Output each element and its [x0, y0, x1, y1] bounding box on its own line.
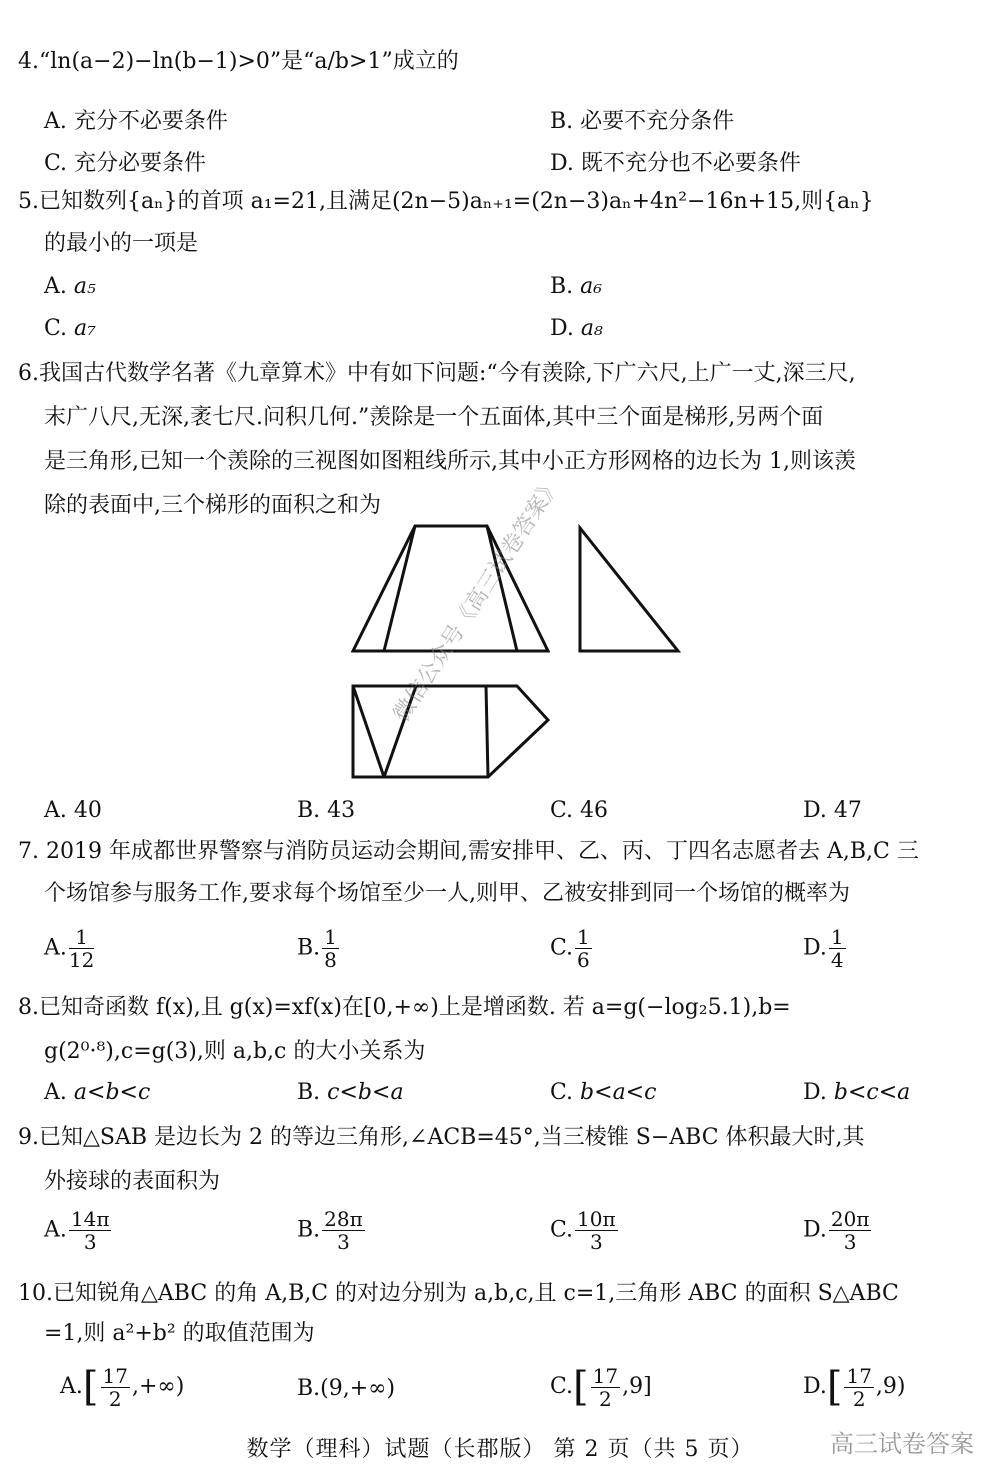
q7-option-b[interactable]: B. $\frac{1}{8}$	[297, 925, 337, 972]
q10-stem-line1: 10.已知锐角△ABC 的角 A,B,C 的对边分别为 a,b,c,且 c=1,三角形 ABC 的面积 S△ABC	[18, 1281, 899, 1306]
q6-stem-line2: 末广八尺,无深,袤七尺.问积几何.”羡除是一个五面体,其中三个面是梯形,另两个面	[44, 405, 824, 430]
q5-option-c[interactable]: C. a₇	[44, 316, 96, 341]
q7-stem-line2: 个场馆参与服务工作,要求每个场馆至少一人,则甲、乙被安排到同一个场馆的概率为	[44, 881, 850, 906]
page-footer: 数学（理科）试题（长郡版） 第 2 页（共 5 页）	[246, 1437, 754, 1462]
q10-stem-line2: =1,则 a²+b² 的取值范围为	[44, 1321, 315, 1346]
q4-option-d[interactable]: D. 既不充分也不必要条件	[550, 151, 801, 176]
q8-option-a[interactable]: A. a<b<c	[44, 1080, 151, 1105]
q9-stem-line1: 9.已知△SAB 是边长为 2 的等边三角形,∠ACB=45°,当三棱锥 S−ABC 体积最大时,其	[18, 1125, 865, 1150]
q4-option-a[interactable]: A. 充分不必要条件	[44, 109, 228, 134]
q5-stem-line1: 5.已知数列{aₙ}的首项 a₁=21,且满足(2n−5)aₙ₊₁=(2n−3)aₙ+4n²−16n+15,则{aₙ}	[18, 189, 874, 214]
q6-option-c[interactable]: C. 46	[550, 798, 609, 823]
q10-option-c[interactable]: C.[ $\frac{17}{2}$ ,9]	[550, 1363, 652, 1411]
top-view-inner-right2	[486, 686, 488, 777]
q7-stem-line1: 7. 2019 年成都世界警察与消防员运动会期间,需安排甲、乙、丙、丁四名志愿者去 A,B,C 三	[18, 839, 919, 864]
q7-option-a[interactable]: A. $\frac{1}{12}$	[44, 925, 95, 972]
q6-stem-line3: 是三角形,已知一个羡除的三视图如图粗线所示,其中小正方形网格的边长为 1,则该羡	[44, 449, 856, 474]
corner-watermark: 高三试卷答案	[830, 1430, 974, 1458]
q6-stem-line4: 除的表面中,三个梯形的面积之和为	[44, 493, 381, 518]
q10-option-d[interactable]: D.[ $\frac{17}{2}$ ,9)	[803, 1363, 906, 1411]
top-view-inner-left	[353, 686, 384, 777]
q9-option-b[interactable]: B. $\frac{28\pi}{3}$	[297, 1207, 363, 1254]
q5-option-d[interactable]: D. a₈	[550, 316, 603, 341]
q8-stem-line1: 8.已知奇函数 f(x),且 g(x)=xf(x)在[0,+∞)上是增函数. 若 a=g(−log₂5.1),b=	[18, 995, 791, 1020]
q7-option-c[interactable]: C. $\frac{1}{6}$	[550, 925, 590, 972]
q4-option-c[interactable]: C. 充分必要条件	[44, 151, 207, 176]
q9-option-a[interactable]: A. $\frac{14\pi}{3}$	[44, 1207, 110, 1254]
q4-stem: 4.“ln(a−2)−ln(b−1)>0”是“a/b>1”成立的	[18, 49, 459, 74]
q6-option-b[interactable]: B. 43	[297, 798, 356, 823]
q6-option-a[interactable]: A. 40	[44, 798, 102, 823]
q4-option-b[interactable]: B. 必要不充分条件	[550, 109, 735, 134]
q9-stem-line2: 外接球的表面积为	[44, 1169, 221, 1194]
q6-stem-line1: 6.我国古代数学名著《九章算术》中有如下问题:“今有羡除,下广六尺,上广一丈,深三尺,	[18, 361, 856, 386]
front-view-inner-left	[384, 526, 415, 651]
q7-option-d[interactable]: D. $\frac{1}{4}$	[803, 925, 844, 972]
q9-option-d[interactable]: D. $\frac{20\pi}{3}$	[803, 1207, 870, 1254]
q9-option-c[interactable]: C. $\frac{10\pi}{3}$	[550, 1207, 616, 1254]
q8-option-b[interactable]: B. c<b<a	[297, 1080, 404, 1105]
q6-option-d[interactable]: D. 47	[803, 798, 862, 823]
top-view-outline	[353, 686, 548, 777]
diagonal-watermark: 微信公众号《高三试卷答案》	[389, 472, 566, 727]
side-view-triangle	[580, 528, 678, 651]
q8-option-d[interactable]: D. b<c<a	[803, 1080, 911, 1105]
q10-option-a[interactable]: A.[ $\frac{17}{2}$ ,+∞)	[60, 1363, 185, 1411]
q5-option-b[interactable]: B. a₆	[550, 274, 603, 299]
q5-stem-line2: 的最小的一项是	[44, 231, 199, 256]
q10-option-b[interactable]: B.(9,+∞)	[297, 1376, 396, 1401]
q8-option-c[interactable]: C. b<a<c	[550, 1080, 657, 1105]
q8-stem-line2: g(2⁰·⁸),c=g(3),则 a,b,c 的大小关系为	[44, 1039, 426, 1064]
q5-option-a[interactable]: A. a₅	[44, 274, 96, 299]
